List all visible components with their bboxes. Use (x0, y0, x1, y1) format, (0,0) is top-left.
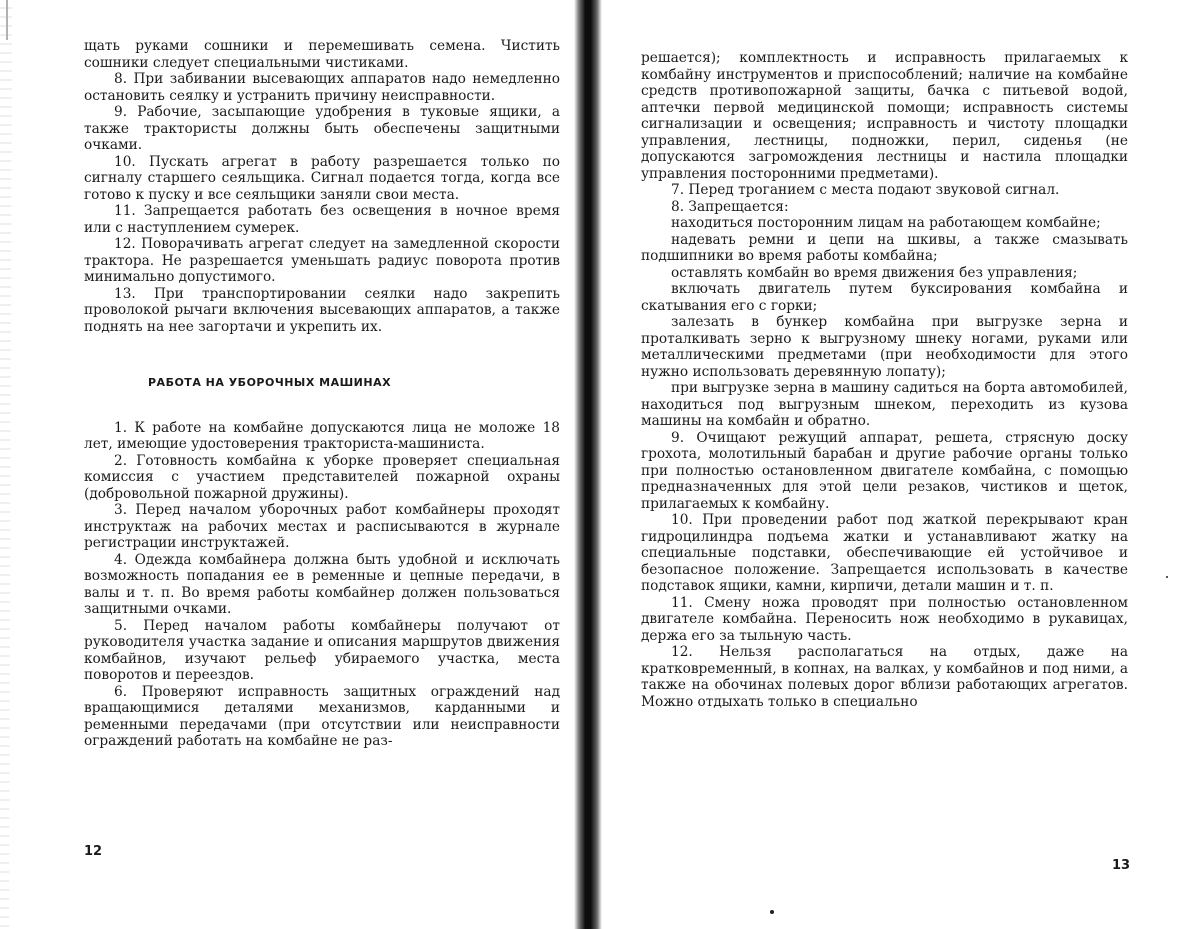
paragraph: 6. Проверяют исправность защитных ограждений над вращающимися деталями механизмов, карданными и ременными передачами (при отсутствии или неисправности ограждений работать на комбайне не раз- (84, 683, 560, 749)
paragraph: находиться посторонним лицам на работающем комбайне; (671, 215, 1101, 231)
right-page (641, 50, 1128, 710)
paragraph: 10. При проведении работ под жаткой перекрывают кран гидроцилиндра подъема жатки и устанавливают жатку на специальные подставки, обеспечивающие ей устойчивое и безопасное положение. Запрещается использовать в качестве подставок ящики, камни, кирпичи, детали машин и т. п. (641, 512, 1128, 594)
paragraph: 3. Перед началом уборочных работ комбайнеры проходят инструктаж на рабочих местах и расписываются в журнале регистрации инструктажей. (84, 502, 560, 551)
paragraph: 10. Пускать агрегат в работу разрешается только по сигналу старшего сеяльщика. Сигнал подается тогда, когда все готово к пуску и все сеяльщики заняли свои места. (84, 153, 560, 203)
scan-speck (770, 910, 774, 914)
paragraph: оставлять комбайн во время движения без управления; (671, 264, 1078, 281)
paragraph: 9. Рабочие, засыпающие удобрения в туковые ящики, а также трактористы должны быть обеспечены защитными очками. (84, 104, 560, 153)
scan-speck (1166, 576, 1168, 578)
section-heading: РАБОТА НА УБОРОЧНЫХ МАШИНАХ (148, 376, 392, 389)
page-number-left: 12 (84, 844, 103, 859)
paragraph: 9. Очищают режущий аппарат, решета, стрясную доску грохота, молотильный барабан и другие рабочие органы только при полностью остановленном двигателе комбайна, с помощью предназначенных для этой цели резаков, чистиков и щеток, прилагаемых к комбайну. (641, 429, 1128, 512)
paragraph: 2. Готовность комбайна к уборке проверяет специальная комиссия с участием представителей пожарной охраны (добровольной пожарной дружины). (84, 452, 560, 502)
paragraph: 5. Перед началом работы комбайнеры получают от руководителя участка задание и описания маршрутов движения комбайнов, изучают рельеф убираемого участка, места поворотов и переездов. (84, 617, 560, 683)
paragraph: 11. Запрещается работать без освещения в ночное время или с наступлением сумерек. (84, 203, 560, 236)
paragraph: залезать в бункер комбайна при выгрузке зерна и проталкивать зерно к выгрузному шнеку ногами, руками или металлическими предметами (при необходимости для этого нужно использовать деревянную лопату); (641, 314, 1128, 380)
book-gutter (574, 0, 602, 929)
scan-edge-marks (0, 0, 30, 929)
paragraph: 11. Смену ножа проводят при полностью остановленном двигателе комбайна. Переносить нож необходимо в рукавицах, держа его за тыльную часть. (641, 594, 1128, 644)
paragraph: при выгрузке зерна в машину садиться на борта автомобилей, находиться под выгрузным шнеком, переходить из кузова машины на комбайн и обратно. (641, 380, 1128, 429)
paragraph: 13. При транспортировании сеялки надо закрепить проволокой рычаги включения высевающих аппаратов, а также поднять на нее загортачи и укрепить их. (84, 285, 560, 335)
paragraph: щать руками сошники и перемешивать семена. Чистить сошники следует специальными чистиками. (84, 38, 560, 71)
paragraph: 4. Одежда комбайнера должна быть удобной и исключать возможность попадания ее в ременные и цепные передачи, в валы и т. п. Во время работы комбайнер должен пользоваться защитными очками. (84, 551, 560, 617)
paragraph: 1. К работе на комбайне допускаются лица не моложе 18 лет, имеющие удостоверения тракториста-машиниста. (84, 419, 560, 452)
paragraph: решается); комплектность и исправность прилагаемых к комбайну инструментов и приспособлений; наличие на комбайне средств противопожарной защиты, бачка с питьевой водой, аптечки первой медицинской помощи; исправность системы сигнализации и освещения; исправность и чистоту площадки управления, лестницы, подножки, перил, сиденья (не допускаются загромождения лестницы и настила площадки управления посторонними предметами). (641, 50, 1128, 182)
paragraph: 7. Перед троганием с места подают звуковой сигнал. (671, 182, 1060, 198)
paragraph: 12. Нельзя располагаться на отдых, даже на кратковременный, в копнах, на валках, у комбайнов и под ними, а также на обочинах полевых дорог вблизи работающих агрегатов. Можно отдыхать только в специально (641, 644, 1128, 710)
paragraph: 12. Поворачивать агрегат следует на замедленной скорости трактора. Не разрешается уменьшать радиус поворота против минимально допустимого. (84, 236, 560, 285)
paragraph: надевать ремни и цепи на шкивы, а также смазывать подшипники во время работы комбайна; (641, 231, 1128, 264)
page-number-right: 13 (1112, 858, 1131, 873)
paragraph: 8. Запрещается: (671, 198, 789, 215)
paragraph: 8. При забивании высевающих аппаратов надо немедленно остановить сеялку и устранить причину неисправности. (84, 71, 560, 104)
paragraph: включать двигатель путем буксирования комбайна и скатывания его с горки; (641, 281, 1128, 314)
left-page (84, 38, 560, 750)
